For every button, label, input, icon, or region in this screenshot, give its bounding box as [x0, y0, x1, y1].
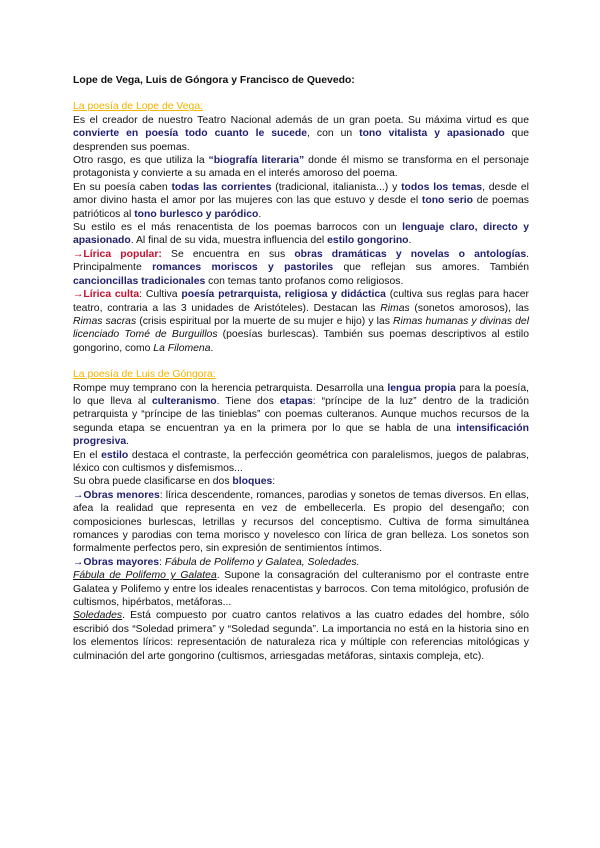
keyword: obras dramáticas y novelas o antologías	[294, 248, 527, 260]
gongora-paragraph-6	[73, 569, 529, 609]
gongora-paragraph-1	[73, 382, 529, 449]
text: . Al final de su vida, muestra influencia del	[130, 235, 328, 247]
keyword: intensificación progresiva	[73, 422, 529, 448]
work-title: La Filomena	[153, 342, 211, 354]
keyword: bloques	[232, 476, 273, 488]
arrow-label: →Obras menores	[73, 489, 160, 501]
text: de poemas patrióticos al	[73, 195, 529, 220]
keyword: “biografía literaria”	[208, 155, 305, 167]
text: Se encuentra en sus	[161, 248, 295, 260]
text: :	[159, 556, 165, 568]
text: .	[126, 436, 130, 448]
work-title: Fábula de Polifemo y Galatea	[73, 570, 217, 582]
lope-paragraph-2	[73, 154, 529, 181]
section-heading-lope: La poesía de Lope de Vega:	[73, 101, 203, 113]
keyword: estilo gongorino	[327, 235, 409, 247]
lope-paragraph-6	[73, 288, 529, 355]
section-heading-gongora: La poesía de Luis de Góngora:	[73, 369, 216, 381]
text: En su poesía caben	[73, 181, 172, 193]
arrow-label: →Lírica popular:	[73, 248, 162, 260]
arrow-label: →Lírica culta	[73, 289, 140, 301]
text: . Está compuesto por cuatro cantos relativos a las cuatro edades del hombre, sólo escribió dos “Soledad primera” y “Soledad segunda”. La importancia no está en la historia sino en los elementos líricos: representación de naturaleza rica y múltiple con referencias mitológicas y culminación del arte gongorino (cultismos, arriesgadas metáforas, sintaxis compleja, etc).	[73, 610, 529, 662]
keyword: lengua propia	[387, 382, 456, 394]
lope-paragraph-3	[73, 181, 529, 221]
keyword: romances moriscos y pastoriles	[152, 262, 334, 274]
document-title: Lope de Vega, Luis de Góngora y Francisco de Quevedo:	[73, 75, 355, 86]
text: que reflejan sus amores. También	[333, 262, 529, 274]
text: .	[258, 208, 262, 220]
work-title: Rimas	[380, 302, 410, 314]
text: destaca el contraste, la perfección geométrica con paralelismos, juegos de palabras, léxico con cultismos y disfemismos...	[73, 449, 529, 474]
keyword: convierte en poesía todo cuanto le sucede	[73, 128, 308, 140]
lope-paragraph-5	[73, 248, 529, 288]
text: (crisis espiritual por la muerte de su mujer e hijo) y las	[136, 315, 394, 327]
text: . Tiene dos	[216, 395, 280, 407]
lope-paragraph-4	[73, 221, 529, 248]
text: Su estilo es el más renacentista de los poemas barrocos con un	[73, 222, 403, 234]
text: (poesías burlescas). También sus poemas descriptivos al estilo gongorino, como	[73, 329, 529, 354]
text: Es el creador de nuestro Teatro Nacional además de un gran poeta. Su máxima virtud es que	[73, 114, 529, 126]
text: Rompe muy temprano con la herencia petrarquista. Desarrolla una	[73, 382, 388, 394]
keyword: tono vitalista y apasionado	[359, 128, 505, 140]
text: (sonetos amorosos), las	[409, 302, 530, 314]
keyword: cancioncillas tradicionales	[73, 275, 206, 287]
gongora-paragraph-7	[73, 609, 529, 663]
keyword: todas las corrientes	[171, 181, 272, 193]
arrow-label: →Obras mayores	[73, 556, 160, 568]
gongora-paragraph-4	[73, 489, 529, 556]
text: (tradicional, italianista...) y	[271, 181, 402, 193]
spacer	[73, 355, 529, 368]
text: . Principalmente	[73, 248, 529, 274]
lope-paragraph-1	[73, 114, 529, 154]
keyword: tono burlesco y paródico	[134, 208, 259, 220]
text: (cultiva sus reglas para hacer teatro, contraria a las 3 unidades de Aristóteles). Destacan las	[73, 289, 529, 314]
keyword: tono serio	[421, 195, 473, 207]
text: , con un	[307, 128, 360, 140]
text: En el	[73, 449, 102, 461]
text: Su obra puede clasificarse en dos	[73, 476, 233, 488]
document-page	[73, 74, 529, 663]
work-title: Fábula de Polifemo y Galatea, Soledades.	[164, 556, 360, 568]
text: , desde el amor divino hasta el amor por las mujeres con las que estuvo y desde el	[73, 181, 529, 207]
text: que desprenden sus poemas.	[73, 128, 529, 153]
text: : “príncipe de la luz” dentro de la tradición petrarquista y “príncipe de las tinieblas” con poemas culteranos. Aunque muchos recursos de la segunda etapa se encuentran ya en la primera por lo que se habla de una	[73, 395, 529, 434]
gongora-paragraph-5	[73, 556, 529, 569]
work-title: Rimas sacras	[73, 315, 137, 327]
text: .	[408, 235, 412, 247]
text: .	[210, 342, 214, 354]
text: con temas tanto profanos como religiosos.	[205, 275, 404, 287]
keyword: etapas	[279, 395, 313, 407]
keyword: estilo	[101, 449, 129, 461]
keyword: culteranismo	[151, 395, 217, 407]
work-title: Rimas humanas y divinas del licenciado Tomé de Burguillos	[73, 315, 530, 341]
text: : lírica descendente, romances, parodias y sonetos de temas diversos. En ellas, afea la realidad que representa en vez de embellecerla. Es propio del desengaño; con composiciones burlescas, letrillas y recursos del conceptismo. Cultiva de forma simultánea romances y parodias con tema morisco y novelesco con lírica de gran belleza. Los sonetos son formalmente perfectos pero, sin expresión de sentimientos íntimos.	[73, 489, 529, 555]
work-title: Soledades	[73, 610, 123, 622]
text: Otro rasgo, es que utiliza la	[73, 155, 209, 167]
text: :	[272, 476, 276, 488]
text: : Cultiva	[139, 289, 182, 301]
text: para la poesía, lo que lleva al	[73, 382, 529, 407]
keyword: todos los temas	[401, 181, 483, 193]
text: donde él mismo se transforma en el personaje protagonista y convierte a su amada en el interés amoroso del poema.	[73, 155, 530, 180]
keyword: lenguaje claro, directo y apasionado	[73, 222, 529, 247]
text: . Supone la consagración del culteranismo por el contraste entre Galatea y Polifemo y entre los ideales renacentistas y barrocos. Con tema mitológico, profusión de cultismos, hipérbatos, metáforas...	[73, 570, 530, 609]
gongora-paragraph-3	[73, 475, 529, 488]
keyword: poesía petrarquista, religiosa y didáctica	[181, 289, 386, 301]
gongora-paragraph-2	[73, 449, 529, 476]
